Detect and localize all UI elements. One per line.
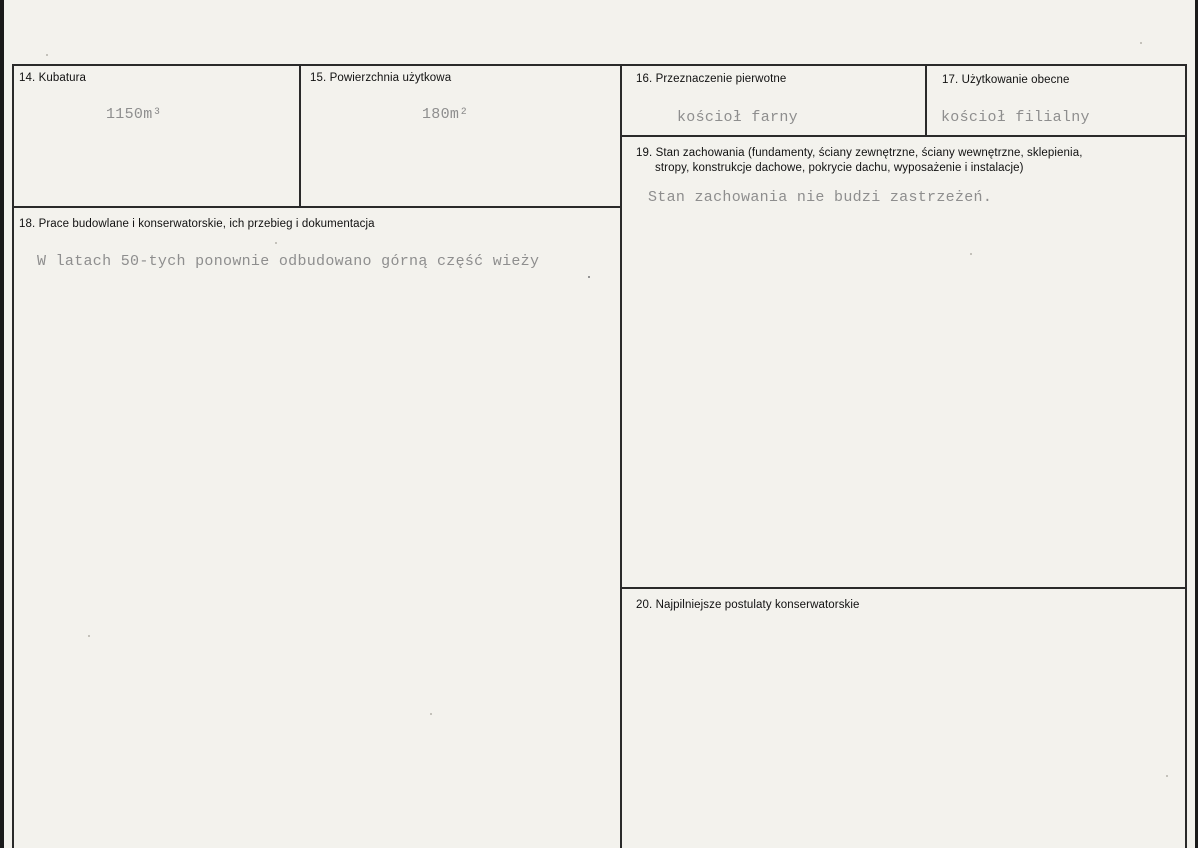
field-15-value: 180m² (422, 106, 469, 123)
field-15-label: 15. Powierzchnia użytkowa (310, 72, 452, 84)
paper-speck (1166, 775, 1168, 777)
field-16-value: kościoł farny (677, 109, 798, 126)
divider-16-17 (925, 64, 927, 136)
paper-speck (430, 713, 432, 715)
rule-14-15-bottom (12, 206, 622, 208)
top-rule (12, 64, 1186, 66)
paper-speck (1140, 42, 1142, 44)
paper-speck (970, 253, 972, 255)
paper-speck (275, 242, 277, 244)
left-rule (12, 64, 14, 848)
divider-14-15 (299, 64, 301, 207)
field-19-label-line1: 19. Stan zachowania (fundamenty, ściany zewnętrzne, ściany wewnętrzne, sklepienia, (636, 147, 1083, 159)
paper-speck (588, 276, 590, 278)
field-19-label-line2: stropy, konstrukcje dachowe, pokrycie dachu, wyposażenie i instalacje) (655, 162, 1024, 174)
field-17-value: kościoł filialny (941, 109, 1090, 126)
field-18-value: W latach 50-tych ponownie odbudowano górną część wieży (37, 253, 540, 270)
paper-speck (88, 635, 90, 637)
field-18-label: 18. Prace budowlane i konserwatorskie, ich przebieg i dokumentacja (19, 218, 375, 230)
field-14-label: 14. Kubatura (19, 72, 87, 84)
rule-19-bottom (622, 587, 1186, 589)
right-rule (1185, 64, 1187, 848)
field-19-value: Stan zachowania nie budzi zastrzeżeń. (648, 189, 993, 206)
field-20-label: 20. Najpilniejsze postulaty konserwatorskie (636, 599, 860, 611)
rule-16-17-bottom (622, 135, 1186, 137)
field-17-label: 17. Użytkowanie obecne (942, 74, 1070, 86)
field-16-label: 16. Przeznaczenie pierwotne (636, 73, 787, 85)
card-left-edge (0, 0, 4, 848)
paper-speck (46, 54, 48, 56)
field-14-value: 1150m³ (106, 106, 162, 123)
center-rule (620, 64, 622, 848)
